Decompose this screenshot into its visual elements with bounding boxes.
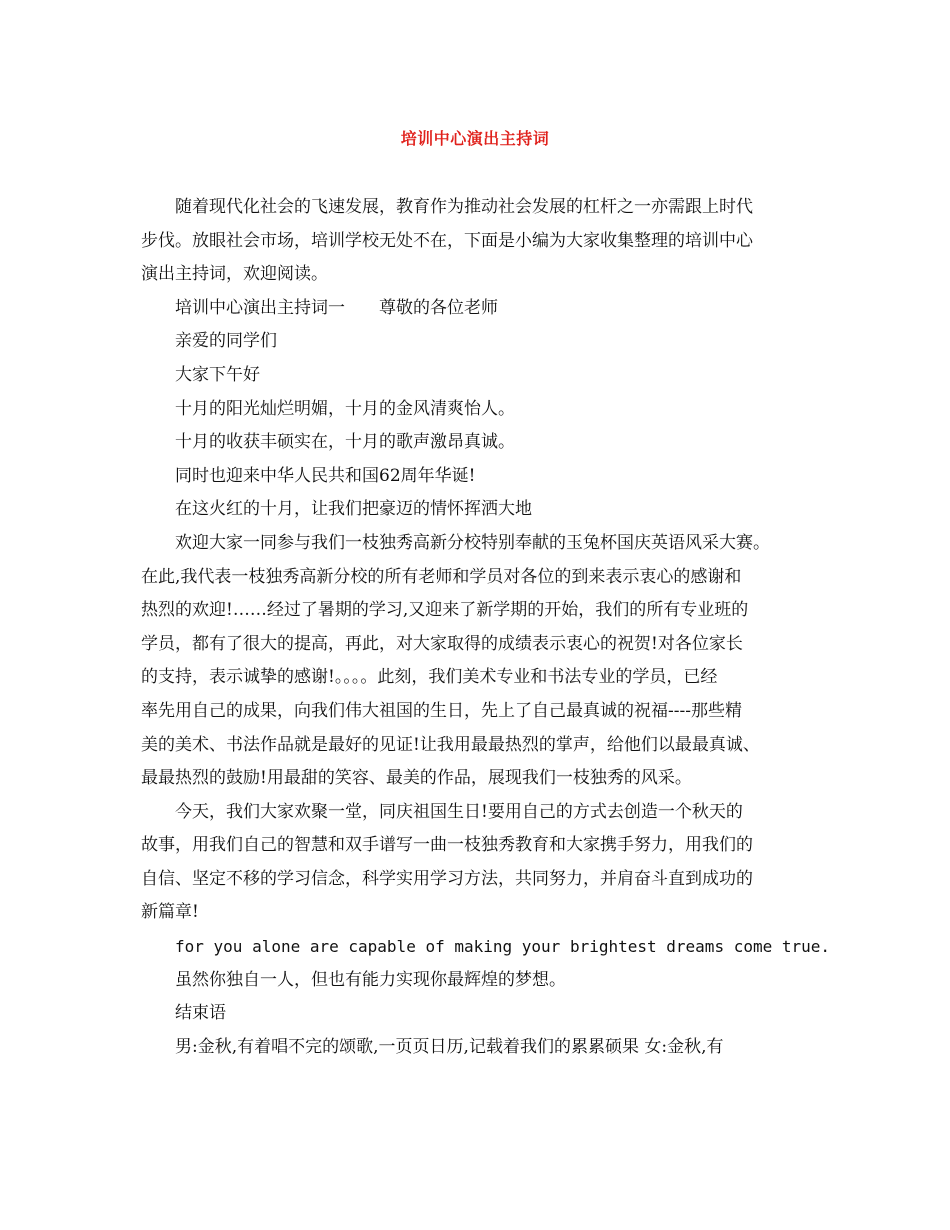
text-line: 学员，都有了很大的提高，再此，对大家取得的成绩表示衷心的祝贺!对各位家长: [141, 633, 743, 654]
text-line: 新篇章!: [141, 902, 199, 923]
document-body: [141, 191, 831, 1064]
text-line: 最最热烈的鼓励!用最甜的笑容、最美的作品，展现我们一枝独秀的风采。: [141, 768, 692, 789]
text-line: 美的美术、书法作品就是最好的见证!让我用最最热烈的掌声，给他们以最最真诚、: [141, 734, 760, 755]
text-line: 的支持，表示诚挚的感谢!。。。。此刻，我们美术专业和书法专业的学员，已经: [141, 667, 718, 688]
text-line: 大家下午好: [175, 364, 260, 385]
text-line: 欢迎大家一同参与我们一枝独秀高新分校特别奉献的玉兔杯国庆英语风采大赛。: [175, 532, 770, 553]
text-line: 今天，我们大家欢聚一堂，同庆祖国生日!要用自己的方式去创造一个秋天的: [175, 801, 743, 822]
text-line: 随着现代化社会的飞速发展，教育作为推动社会发展的杠杆之一亦需跟上时代: [175, 197, 753, 217]
text-line: 演出主持词，欢迎阅读。: [141, 264, 328, 285]
text-line: 男:金秋,有着唱不完的颂歌,一页页日历,记载着我们的累累硕果 女:金秋,有: [175, 1036, 724, 1057]
text-line: 十月的阳光灿烂明媚，十月的金风清爽怡人。: [175, 398, 515, 419]
text-line: 在此,我代表一枝独秀高新分校的所有老师和学员对各位的到来表示衷心的感谢和: [141, 566, 742, 587]
text-line: 同时也迎来中华人民共和国62周年华诞!: [175, 465, 476, 486]
text-line: 热烈的欢迎!……经过了暑期的学习,又迎来了新学期的开始，我们的所有专业班的: [141, 600, 749, 621]
document-title: 培训中心演出主持词: [400, 129, 550, 148]
text-line: 亲爱的同学们: [175, 331, 277, 352]
text-line: 故事，用我们自己的智慧和双手谱写一曲一枝独秀教育和大家携手努力，用我们的: [141, 835, 753, 856]
text-line: 培训中心演出主持词一 尊敬的各位老师: [175, 297, 498, 318]
text-line: 结束语: [175, 1003, 226, 1024]
text-line: for you alone are capable of making your brightest dreams come true.: [175, 937, 831, 957]
text-line: 虽然你独自一人，但也有能力实现你最辉煌的梦想。: [175, 969, 566, 990]
text-line: 步伐。放眼社会市场，培训学校无处不在，下面是小编为大家收集整理的培训中心: [141, 230, 753, 251]
text-line: 率先用自己的成果，向我们伟大祖国的生日，先上了自己最真诚的祝福----那些精: [141, 700, 742, 721]
text-line: 在这火红的十月，让我们把豪迈的情怀挥洒大地: [175, 499, 532, 520]
text-line: 十月的收获丰硕实在，十月的歌声激昂真诚。: [175, 432, 515, 453]
text-line: 自信、坚定不移的学习信念，科学实用学习方法，共同努力，并肩奋斗直到成功的: [141, 868, 753, 889]
